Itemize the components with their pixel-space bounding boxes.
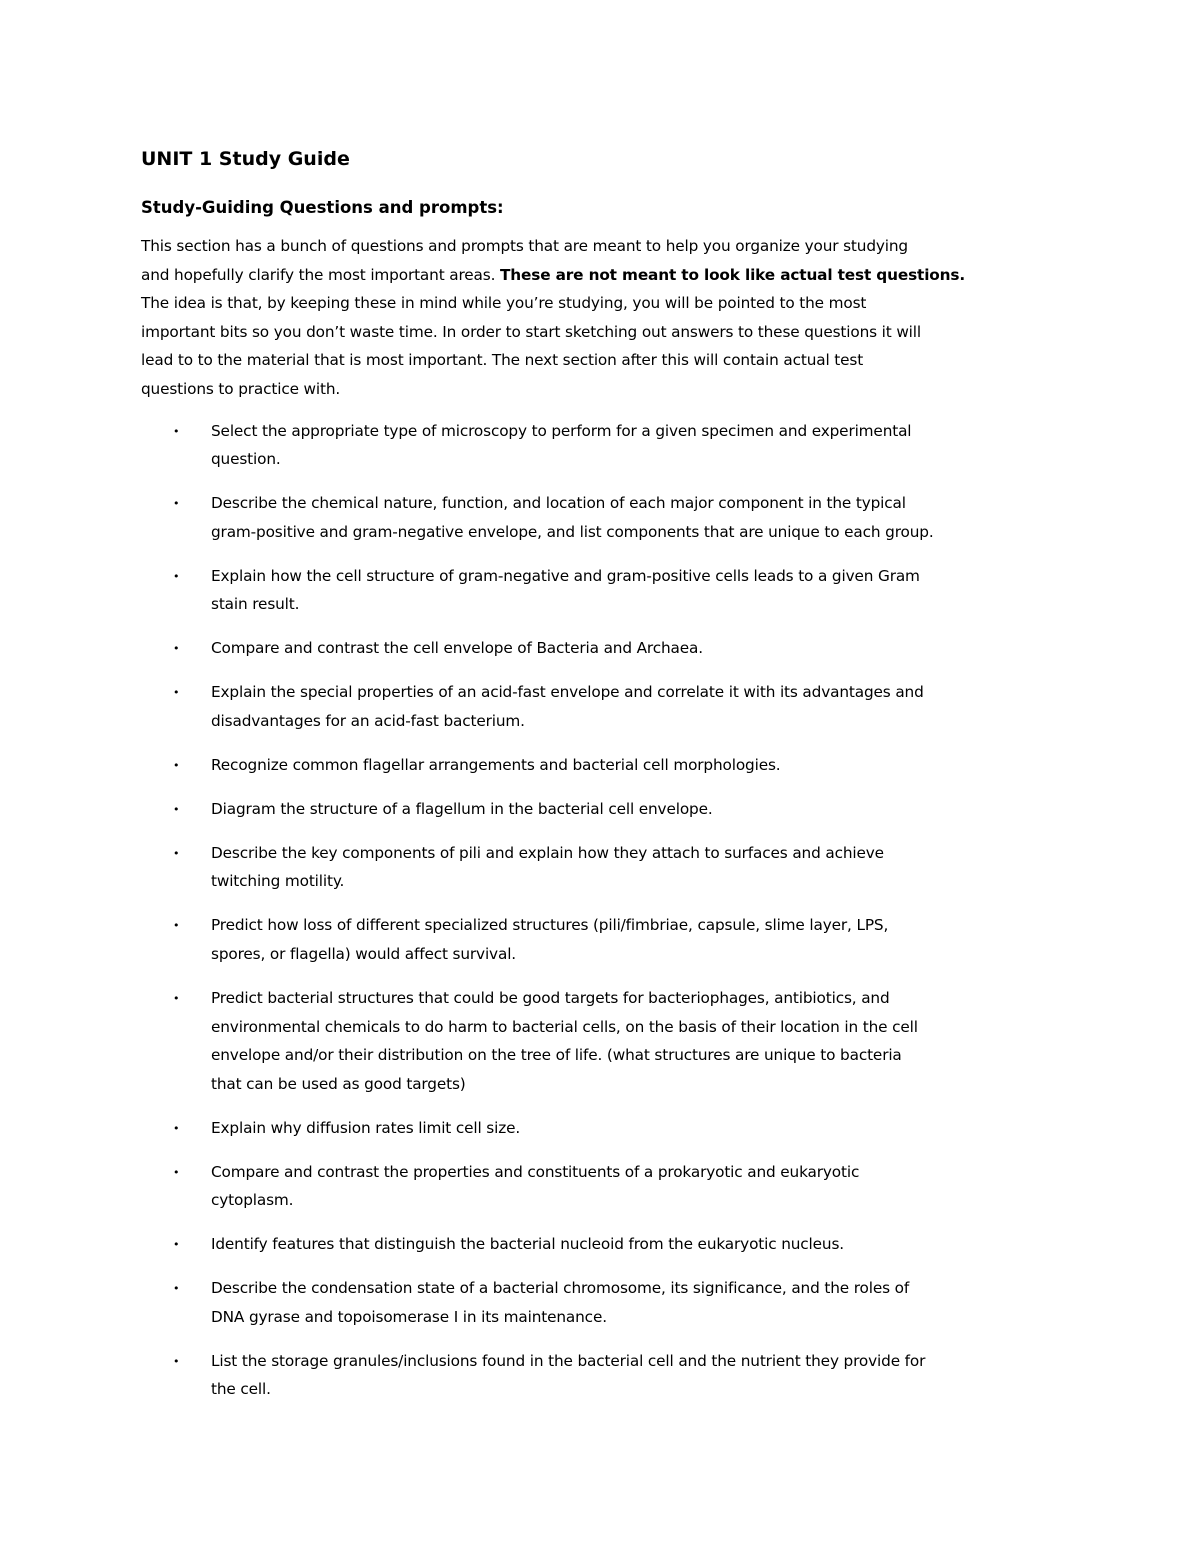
intro-emphasis: These are not meant to look like actual test questions.	[500, 265, 965, 284]
list-item-line: Explain how the cell structure of gram-negative and gram-positive cells leads to a given Gram	[211, 566, 920, 585]
bullet-icon: •	[173, 1238, 180, 1252]
list-item-line: Predict how loss of different specialized structures (pili/fimbriae, capsule, slime layer, LPS,	[211, 916, 889, 935]
list-item-line: stain result.	[211, 595, 300, 614]
list-item	[141, 751, 1061, 780]
list-item-text	[211, 1347, 1061, 1404]
intro-line: The idea is that, by keeping these in mind while you’re studying, you will be pointed to the most	[141, 294, 867, 313]
list-item	[141, 1230, 1061, 1259]
list-item-line: Compare and contrast the cell envelope of Bacteria and Archaea.	[211, 639, 703, 658]
list-item-line: environmental chemicals to do harm to bacterial cells, on the basis of their location in the cell	[211, 1017, 918, 1036]
list-item-text	[211, 1230, 1061, 1259]
list-item-line: the cell.	[211, 1380, 271, 1399]
list-item-line: twitching motility.	[211, 872, 345, 891]
list-item	[141, 489, 1061, 546]
bullet-icon: •	[173, 1165, 180, 1179]
list-item-line: Select the appropriate type of microscopy to perform for a given specimen and experimental	[211, 421, 912, 440]
list-item-line: List the storage granules/inclusions found in the bacterial cell and the nutrient they provide for	[211, 1351, 926, 1370]
list-item-text	[211, 1158, 1061, 1215]
bullet-icon: •	[173, 424, 180, 438]
list-item-text	[211, 751, 1061, 780]
list-item-line: disadvantages for an acid-fast bacterium.	[211, 711, 525, 730]
bullet-icon: •	[173, 919, 180, 933]
list-item	[141, 634, 1061, 663]
list-item-text	[211, 1114, 1061, 1143]
list-item-line: question.	[211, 450, 281, 469]
bullet-icon: •	[173, 1282, 180, 1296]
list-item-text	[211, 1274, 1061, 1331]
list-item-line: Explain the special properties of an acid-fast envelope and correlate it with its advantages and	[211, 683, 924, 702]
bullet-icon: •	[173, 569, 180, 583]
list-item-text	[211, 911, 1061, 968]
document-title: UNIT 1 Study Guide	[141, 148, 350, 170]
list-item	[141, 795, 1061, 824]
list-item	[141, 678, 1061, 735]
bullet-icon: •	[173, 758, 180, 772]
intro-line-text: and hopefully clarify the most important areas.	[141, 265, 501, 284]
list-item-line: Compare and contrast the properties and constituents of a prokaryotic and eukaryotic	[211, 1162, 860, 1181]
bullet-icon: •	[173, 991, 180, 1005]
list-item-line: envelope and/or their distribution on the tree of life. (what structures are unique to bacteria	[211, 1046, 902, 1065]
bullet-icon: •	[173, 802, 180, 816]
bullet-icon: •	[173, 497, 180, 511]
list-item-text	[211, 678, 1061, 735]
list-item-text	[211, 417, 1061, 474]
bullet-icon: •	[173, 1121, 180, 1135]
list-item	[141, 984, 1061, 1098]
list-item	[141, 1347, 1061, 1404]
list-item-line: Recognize common flagellar arrangements and bacterial cell morphologies.	[211, 755, 781, 774]
bullet-icon: •	[173, 1354, 180, 1368]
bullet-icon: •	[173, 642, 180, 656]
list-item-line: Predict bacterial structures that could be good targets for bacteriophages, antibiotics, and	[211, 988, 890, 1007]
study-prompts-list	[141, 417, 1061, 1405]
list-item-line: Diagram the structure of a flagellum in the bacterial cell envelope.	[211, 799, 713, 818]
list-item-text	[211, 634, 1061, 663]
list-item	[141, 562, 1061, 619]
list-item-text	[211, 562, 1061, 619]
list-item-line: Describe the chemical nature, function, and location of each major component in the typical	[211, 494, 906, 513]
document-page	[141, 140, 1061, 1419]
list-item-text	[211, 839, 1061, 896]
section-heading: Study-Guiding Questions and prompts:	[141, 198, 504, 217]
intro-line: questions to practice with.	[141, 379, 341, 398]
list-item-line: cytoplasm.	[211, 1191, 294, 1210]
intro-line: lead to to the material that is most important. The next section after this will contain actual test	[141, 351, 864, 370]
list-item-text	[211, 489, 1061, 546]
list-item	[141, 1158, 1061, 1215]
intro-line: This section has a bunch of questions and prompts that are meant to help you organize your studying	[141, 237, 908, 255]
bullet-icon: •	[173, 846, 180, 860]
list-item-text	[211, 984, 1061, 1098]
intro-line	[141, 261, 1061, 290]
list-item	[141, 1274, 1061, 1331]
bullet-icon: •	[173, 686, 180, 700]
list-item	[141, 1114, 1061, 1143]
list-item-line: Identify features that distinguish the bacterial nucleoid from the eukaryotic nucleus.	[211, 1235, 844, 1254]
list-item-line: that can be used as good targets)	[211, 1074, 466, 1093]
intro-line: important bits so you don’t waste time. In order to start sketching out answers to these questions it will	[141, 322, 921, 341]
list-item-line: Explain why diffusion rates limit cell size.	[211, 1118, 521, 1137]
list-item-text	[211, 795, 1061, 824]
list-item-line: gram-positive and gram-negative envelope, and list components that are unique to each group.	[211, 522, 934, 541]
list-item-line: DNA gyrase and topoisomerase I in its maintenance.	[211, 1307, 607, 1326]
list-item	[141, 839, 1061, 896]
list-item	[141, 417, 1061, 474]
list-item	[141, 911, 1061, 968]
list-item-line: spores, or flagella) would affect survival.	[211, 945, 517, 963]
list-item-line: Describe the key components of pili and explain how they attach to surfaces and achieve	[211, 843, 884, 862]
intro-paragraph	[141, 232, 1061, 404]
list-item-line: Describe the condensation state of a bacterial chromosome, its significance, and the roles of	[211, 1279, 910, 1298]
